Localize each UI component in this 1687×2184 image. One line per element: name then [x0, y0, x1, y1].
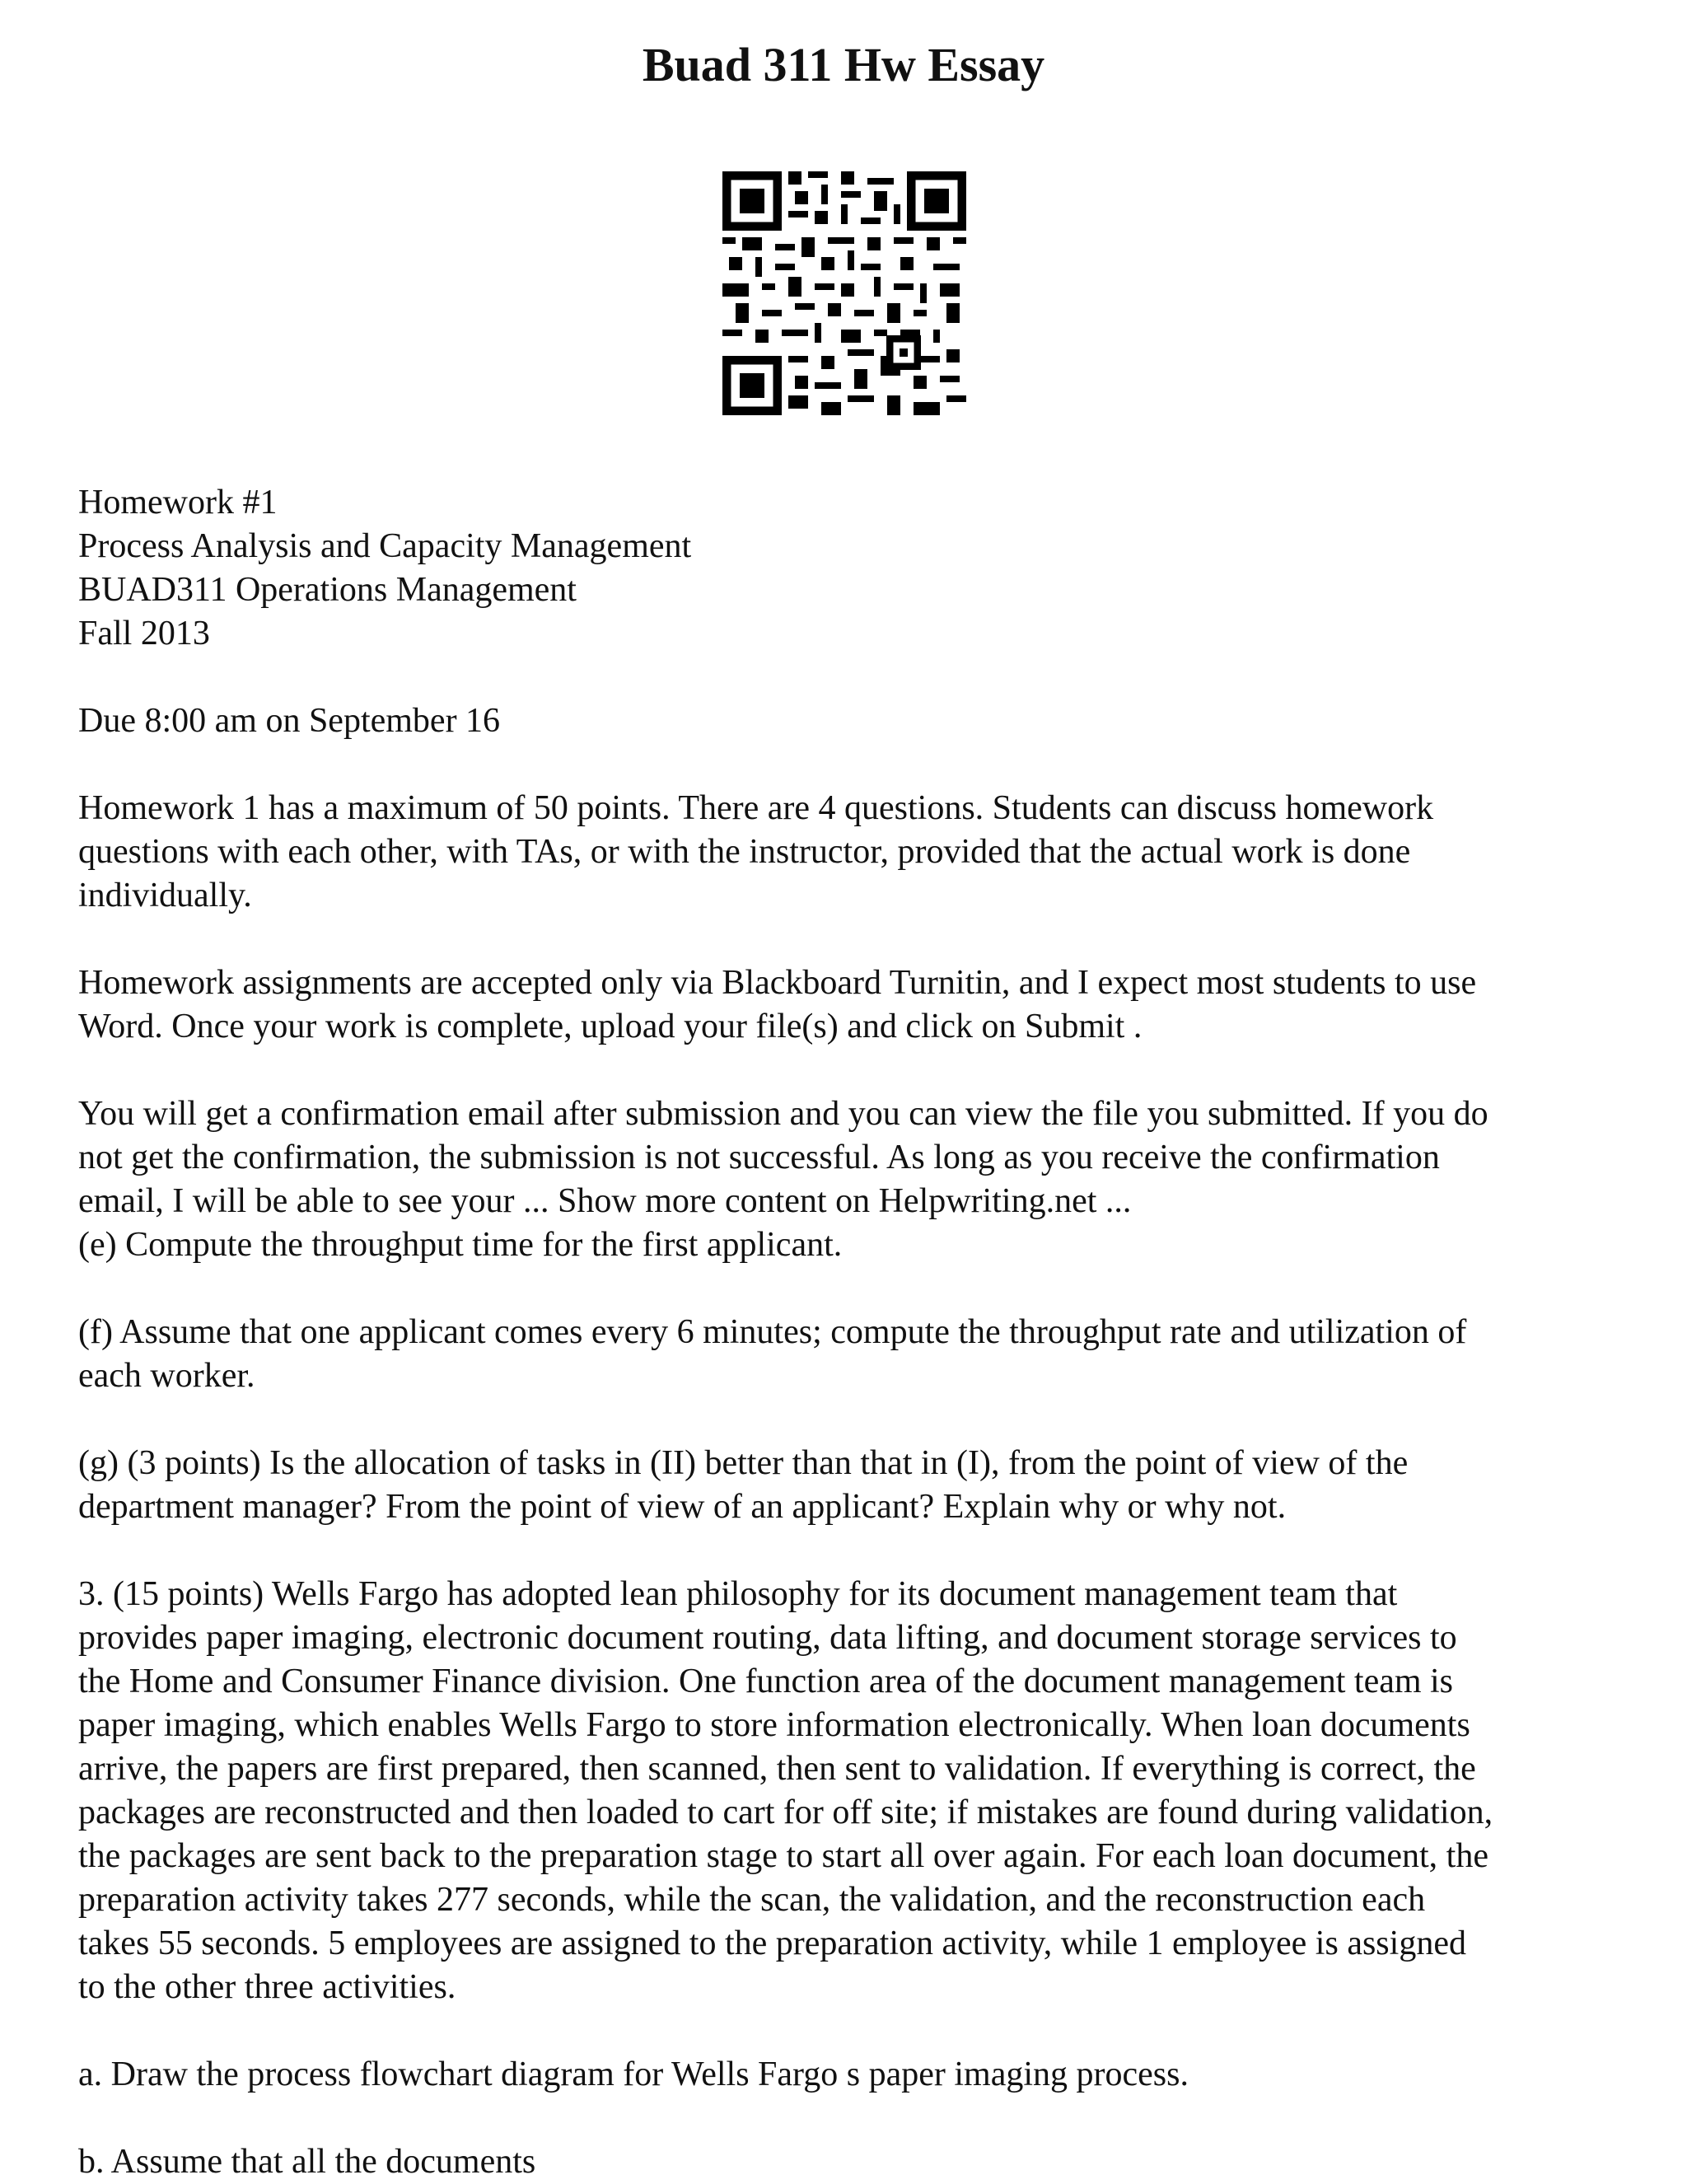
- page-title: Buad 311 Hw Essay: [642, 38, 1045, 91]
- qr-code: [722, 171, 966, 415]
- question-3: 3. (15 points) Wells Fargo has adopted lean philosophy for its document management team that provides paper imaging, electronic document routing, data lifting, and document storage services to the Home and Consumer Finance division. One function area of the document management team is paper imaging, which enables Wells Fargo to store information electronically. When loan documents arrive, the papers are first prepared, then scanned, then sent to validation. If everything is correct, the packages are reconstructed and then loaded to cart for off site; if mistakes are found during validation, the packages are sent back to the preparation stage to start all over again. For each loan document, the preparation activity takes 277 seconds, while the scan, the validation, and the reconstruction each takes 55 seconds. 5 employees are assigned to the preparation activity, while 1 employee is assigned to the other three activities.: [78, 1575, 1493, 2006]
- paragraph-points: Homework 1 has a maximum of 50 points. There are 4 questions. Students can discuss homework questions with each other, with TAs, or with the instructor, provided that the actual work is done individually.: [78, 789, 1434, 914]
- header-line: BUAD311 Operations Management: [78, 571, 577, 609]
- question-3a: a. Draw the process flowchart diagram for Wells Fargo s paper imaging process.: [78, 2055, 1189, 2093]
- question-g: (g) (3 points) Is the allocation of tasks in (II) better than that in (I), from the point of view of the department manager? From the point of view of an applicant? Explain why or why not.: [78, 1444, 1409, 1526]
- paragraph-confirmation: You will get a confirmation email after submission and you can view the file you submitted. If you do not get the confirmation, the submission is not successful. As long as you receive the confirmation email, I will be able to see your ... Show more content on Helpwriting.net ... (e) Compute the throughput time for the first applicant.: [78, 1095, 1488, 1264]
- header-line: Process Analysis and Capacity Management: [78, 527, 692, 565]
- question-3b: b. Assume that all the documents: [78, 2143, 536, 2181]
- document-body: [78, 481, 1643, 2184]
- question-f: (f) Assume that one applicant comes every 6 minutes; compute the throughput rate and utilization of each worker.: [78, 1313, 1467, 1395]
- due-date: Due 8:00 am on September 16: [78, 702, 501, 740]
- paragraph-submission: Homework assignments are accepted only via Blackboard Turnitin, and I expect most students to use Word. Once your work is complete, upload your file(s) and click on Submit .: [78, 964, 1477, 1045]
- header-line: Homework #1: [78, 484, 278, 521]
- header-block: [78, 481, 1643, 656]
- header-line: Fall 2013: [78, 615, 210, 652]
